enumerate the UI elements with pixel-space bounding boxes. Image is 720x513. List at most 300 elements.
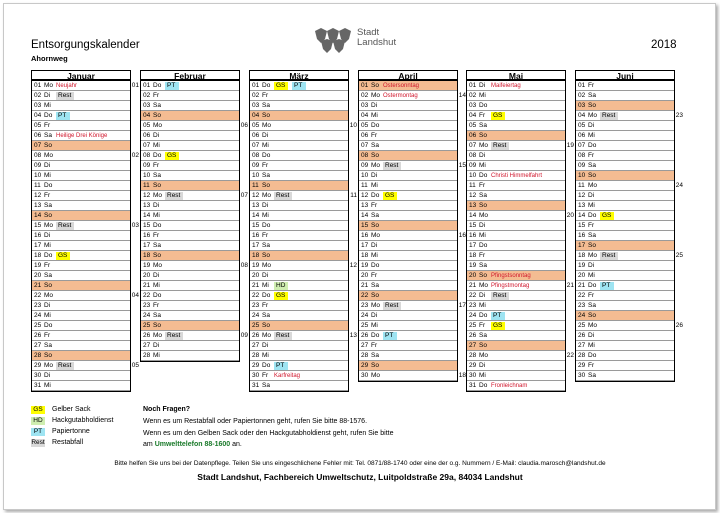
month-header-5: Juni [575,70,675,81]
day-number: 18 [143,252,151,259]
weekday: Di [153,202,160,209]
day-row [250,201,348,211]
weekday: Di [371,312,378,319]
weekday: Mi [153,212,160,219]
weekday: So [588,242,596,249]
day-number: 02 [578,92,586,99]
day-row [250,291,348,301]
day-number: 06 [252,132,260,139]
day-row [359,121,457,131]
weekday: Di [588,122,595,129]
weekday: Do [371,192,380,199]
day-row [250,91,348,101]
week-number: 18 [458,372,466,379]
weekday: Do [588,212,597,219]
day-row [467,261,565,271]
weekday: Mo [371,232,381,239]
weekday: Mo [479,352,489,359]
weekday: Sa [262,382,270,389]
day-number: 17 [252,242,260,249]
weekday: Do [371,262,380,269]
day-row [359,321,457,331]
day-number: 28 [578,352,586,359]
weekday: Di [44,162,51,169]
week-number: 13 [349,332,357,339]
weekday: So [262,182,270,189]
week-number: 11 [350,192,357,199]
pickup-badge-gs: GS [383,192,397,200]
day-row [141,341,239,351]
day-number: 17 [361,242,369,249]
day-row [467,121,565,131]
day-number: 25 [578,322,586,329]
day-row [467,81,565,91]
day-row [576,131,674,141]
week-number: 23 [675,112,683,119]
day-row [141,221,239,231]
day-row [576,291,674,301]
day-row [250,311,348,321]
day-number: 24 [34,312,42,319]
weekday: Fr [153,302,160,309]
pickup-badge-gs: GS [56,252,70,260]
day-number: 10 [469,172,477,179]
weekday: Fr [479,322,486,329]
day-row [576,101,674,111]
week-number: 25 [675,252,683,259]
day-row [32,111,130,121]
weekday: So [588,102,596,109]
day-row [250,261,348,271]
weekday: Mi [371,182,378,189]
week-number: 22 [566,352,574,359]
weekday: Mi [262,282,269,289]
day-row [467,331,565,341]
day-number: 17 [143,242,151,249]
day-row [467,351,565,361]
day-number: 27 [361,342,369,349]
weekday: Fr [371,132,378,139]
day-row [359,81,457,91]
day-number: 06 [143,132,151,139]
pickup-badge-rest: Rest [383,302,401,310]
weekday: Sa [479,192,487,199]
weekday: Mi [588,202,595,209]
day-row [32,101,130,111]
day-number: 16 [143,232,151,239]
pickup-badge-rest: Rest [165,332,183,340]
weekday: Mi [371,252,378,259]
day-number: 16 [469,232,477,239]
weekday: Sa [44,202,52,209]
weekday: Sa [479,262,487,269]
weekday: Mo [588,112,598,119]
day-number: 16 [578,232,586,239]
day-number: 25 [361,322,369,329]
weekday: Di [153,342,160,349]
week-number: 04 [131,292,139,299]
day-number: 06 [361,132,369,139]
day-number: 29 [252,362,260,369]
day-row [141,281,239,291]
day-number: 08 [143,152,151,159]
weekday: So [44,142,52,149]
day-row [141,181,239,191]
day-row [576,251,674,261]
weekday: So [371,82,379,89]
day-number: 04 [469,112,477,119]
day-number: 18 [578,252,586,259]
month-header-2: März [249,70,349,81]
day-row [576,311,674,321]
day-row [32,381,130,391]
day-number: 11 [143,182,150,189]
day-row [359,261,457,271]
day-row [250,161,348,171]
weekday: Sa [153,172,161,179]
day-row [250,331,348,341]
holiday-label: Fronleichnam [491,383,528,389]
day-number: 12 [469,192,477,199]
day-row [359,91,457,101]
weekday: Di [479,82,486,89]
day-row [467,281,565,291]
day-row [467,181,565,191]
weekday: Di [44,232,51,239]
day-row [467,91,565,101]
day-row [32,161,130,171]
holiday-label: Pfingstmontag [491,283,530,289]
day-row [576,161,674,171]
day-row [359,131,457,141]
weekday: So [479,202,487,209]
day-number: 25 [34,322,42,329]
day-number: 29 [34,362,42,369]
pickup-badge-rest: Rest [600,112,618,120]
day-number: 22 [143,292,151,299]
day-number: 15 [469,222,477,229]
legend-label: Hackgutabholdienst [52,417,114,424]
pickup-badge-rest: Rest [56,92,74,100]
day-number: 17 [469,242,477,249]
day-row [141,241,239,251]
week-number: 09 [240,332,248,339]
day-row [141,191,239,201]
weekday: Mo [44,222,54,229]
day-number: 23 [143,302,151,309]
day-row [32,121,130,131]
month-column-0 [31,81,131,392]
day-row [359,211,457,221]
weekday: So [153,182,161,189]
day-number: 04 [143,112,151,119]
weekday: Do [588,142,597,149]
day-number: 20 [361,272,369,279]
weekday: Fr [479,252,486,259]
day-number: 20 [252,272,260,279]
day-number: 22 [34,292,42,299]
day-row [250,271,348,281]
day-number: 24 [252,312,260,319]
day-number: 25 [143,322,151,329]
day-row [32,281,130,291]
week-number: 21 [566,282,574,289]
weekday: Mo [262,332,272,339]
day-row [32,271,130,281]
day-row [467,191,565,201]
day-number: 23 [469,302,477,309]
week-number: 15 [458,162,466,169]
day-row [359,251,457,261]
weekday: Fr [44,332,51,339]
day-row [141,81,239,91]
holiday-label: Ostersonntag [383,83,420,89]
day-row [467,341,565,351]
weekday: Sa [44,342,52,349]
day-number: 13 [578,202,586,209]
day-number: 02 [143,92,151,99]
day-number: 10 [578,172,586,179]
day-number: 26 [143,332,151,339]
day-number: 31 [252,382,260,389]
weekday: Mi [153,352,160,359]
day-row [250,81,348,91]
day-row [141,261,239,271]
day-number: 10 [361,172,369,179]
day-number: 19 [252,262,260,269]
day-row [467,201,565,211]
day-row [576,191,674,201]
weekday: So [44,212,52,219]
weekday: Do [479,172,488,179]
day-number: 12 [361,192,369,199]
day-number: 05 [469,122,477,129]
footer-note: Bitte helfen Sie uns bei der Datenpflege. Teilen Sie uns eingeschlichene Fehler mit: Tel. 0871/88-1740 oder eine der o.g. Nummern / E-Mail: claudia.marosch@landshut.de [114,460,606,467]
weekday: Sa [479,332,487,339]
weekday: Sa [262,312,270,319]
day-number: 31 [34,382,42,389]
day-row [32,321,130,331]
day-row [250,321,348,331]
weekday: Fr [371,342,378,349]
day-row [576,241,674,251]
weekday: Do [262,362,271,369]
day-number: 21 [252,282,260,289]
day-row [32,141,130,151]
info-line1: Wenn es um Restabfall oder Papiertonnen geht, rufen Sie bitte 88-1576. [143,418,368,425]
weekday: Mo [262,122,272,129]
day-number: 05 [34,122,42,129]
day-number: 12 [578,192,586,199]
day-number: 03 [361,102,369,109]
day-row [359,271,457,281]
street-name: Ahornweg [31,54,68,63]
day-number: 13 [143,202,151,209]
weekday: Mi [44,242,51,249]
weekday: Mi [588,272,595,279]
weekday: Sa [371,212,379,219]
info-line3 [143,440,242,450]
day-row [467,311,565,321]
day-row [32,301,130,311]
weekday: So [371,152,379,159]
weekday: So [479,342,487,349]
day-number: 04 [252,112,260,119]
day-row [576,221,674,231]
month-column-4 [466,81,566,392]
day-number: 02 [34,92,42,99]
day-row [576,171,674,181]
weekday: Di [479,152,486,159]
day-number: 08 [252,152,260,159]
week-number: 03 [131,222,139,229]
day-row [250,211,348,221]
day-row [467,251,565,261]
day-number: 01 [252,82,260,89]
weekday: Mo [588,322,598,329]
pickup-badge-gs: GS [600,212,614,220]
weekday: Sa [153,242,161,249]
day-row [576,331,674,341]
weekday: Do [153,82,162,89]
weekday: Sa [153,312,161,319]
day-number: 14 [578,212,586,219]
weekday: Mo [479,142,489,149]
day-number: 20 [469,272,477,279]
day-number: 13 [361,202,369,209]
weekday: Sa [44,132,52,139]
day-number: 18 [469,252,477,259]
day-number: 11 [252,182,259,189]
day-row [359,241,457,251]
week-number: 12 [349,262,357,269]
weekday: Mo [44,82,54,89]
info-heading: Noch Fragen? [143,406,191,413]
weekday: Mi [479,162,486,169]
day-row [359,301,457,311]
weekday: Do [262,222,271,229]
day-number: 22 [469,292,477,299]
weekday: Mo [153,332,163,339]
day-number: 26 [34,332,42,339]
day-row [576,341,674,351]
weekday: Mo [262,262,272,269]
legend-swatch-gs: GS [31,406,45,414]
weekday: Do [588,282,597,289]
day-row [141,331,239,341]
day-row [576,81,674,91]
day-number: 24 [361,312,369,319]
day-number: 08 [469,152,477,159]
day-number: 07 [361,142,369,149]
day-row [250,281,348,291]
day-row [141,141,239,151]
day-row [141,111,239,121]
day-number: 30 [578,372,586,379]
day-row [32,191,130,201]
weekday: Mi [262,352,269,359]
weekday: So [262,112,270,119]
weekday: Do [153,222,162,229]
weekday: Mo [371,162,381,169]
day-number: 18 [252,252,260,259]
weekday: Di [262,202,269,209]
day-row [32,261,130,271]
legend-label: Restabfall [52,439,84,446]
day-number: 14 [361,212,369,219]
day-row [467,291,565,301]
holiday-label: Neujahr [56,83,78,89]
pickup-badge-rest: Rest [491,292,509,300]
weekday: Mi [479,372,486,379]
day-row [467,221,565,231]
day-number: 09 [578,162,586,169]
day-row [141,211,239,221]
weekday: Fr [588,82,595,89]
day-row [141,151,239,161]
day-number: 20 [143,272,151,279]
day-number: 05 [578,122,586,129]
weekday: Di [262,132,269,139]
day-number: 11 [469,182,476,189]
day-row [32,311,130,321]
day-number: 21 [469,282,477,289]
day-row [359,221,457,231]
week-number: 10 [349,122,357,129]
day-row [576,271,674,281]
weekday: Sa [588,232,596,239]
day-number: 26 [469,332,477,339]
weekday: Do [153,152,162,159]
day-row [32,131,130,141]
weekday: Di [153,132,160,139]
weekday: So [371,292,379,299]
weekday: Di [262,272,269,279]
weekday: Di [479,292,486,299]
logo-text-line2: Landshut [357,37,397,48]
month-column-5 [575,81,675,382]
week-number: 01 [131,82,139,89]
info-line3-pre: am [143,441,153,448]
weekday: Fr [479,182,486,189]
weekday: Do [262,82,271,89]
weekday: Fr [588,222,595,229]
weekday: Sa [588,162,596,169]
day-number: 25 [469,322,477,329]
day-number: 09 [361,162,369,169]
pickup-badge-hd: HD [274,282,288,290]
week-number: 17 [458,302,466,309]
day-number: 28 [143,352,151,359]
day-number: 14 [34,212,42,219]
day-number: 01 [469,82,477,89]
day-number: 14 [252,212,260,219]
day-number: 06 [34,132,42,139]
day-row [467,211,565,221]
day-row [576,371,674,381]
weekday: Mo [153,122,163,129]
day-row [141,231,239,241]
day-row [576,121,674,131]
day-row [576,301,674,311]
day-number: 28 [34,352,42,359]
weekday: Sa [262,242,270,249]
month-header-4: Mai [466,70,566,81]
day-number: 23 [361,302,369,309]
weekday: Fr [153,232,160,239]
weekday: Sa [371,142,379,149]
day-row [250,361,348,371]
